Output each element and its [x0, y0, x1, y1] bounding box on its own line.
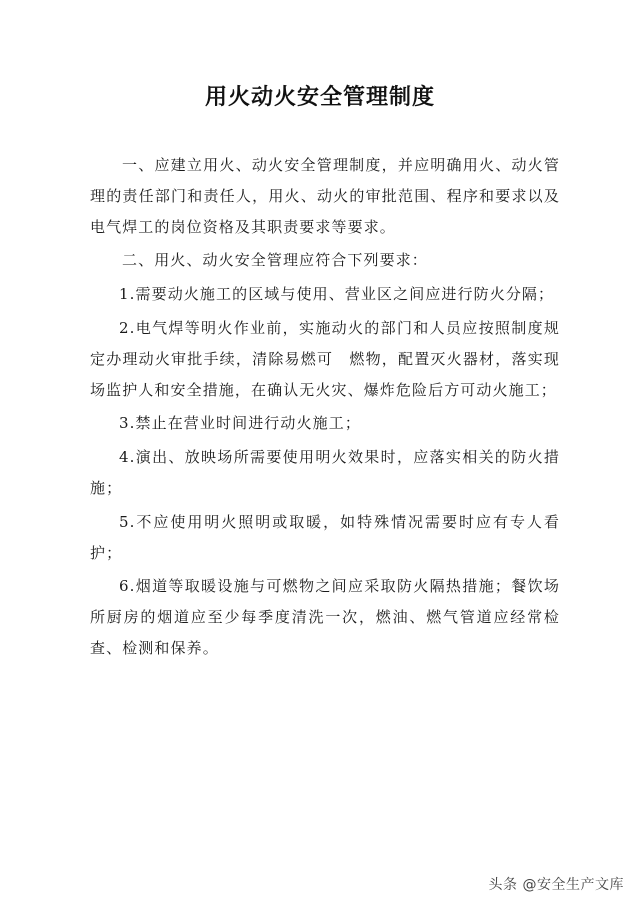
paragraph-item-6: 6.烟道等取暖设施与可燃物之间应采取防火隔热措施；餐饮场所厨房的烟道应至少每季度清洗一次，燃油、燃气管道应经常检查、检测和保养。 [90, 577, 560, 657]
paragraph-item-1: 1.需要动火施工的区域与使用、营业区之间应进行防火分隔； [119, 285, 555, 304]
paragraph-item-4: 4.演出、放映场所需要使用明火效果时，应落实相关的防火措施； [90, 448, 560, 497]
paragraph-item-3: 3.禁止在营业时间进行动火施工； [119, 414, 361, 433]
paragraph-item-2: 2.电气焊等明火作业前，实施动火的部门和人员应按照制度规定办理动火审批手续，清除易燃可 燃物，配置灭火器材，落实现场监护人和安全措施，在确认无火灾、爆炸危险后方可动火施工； [90, 318, 560, 399]
paragraph-section-2: 二、用火、动火安全管理应符合下列要求： [122, 251, 428, 270]
paragraph-item-5: 5.不应使用明火照明或取暖，如特殊情况需要时应有专人看护； [90, 512, 560, 562]
watermark-label: 头条 @安全生产文库 [488, 877, 624, 893]
document-title: 用火动火安全管理制度 [204, 85, 435, 110]
document-body [90, 150, 560, 667]
paragraph-section-1: 一、应建立用火、动火安全管理制度，并应明确用火、动火管理的责任部门和责任人，用火、动火的审批范围、程序和要求以及电气焊工的岗位资格及其职责要求等要求。 [90, 156, 560, 236]
